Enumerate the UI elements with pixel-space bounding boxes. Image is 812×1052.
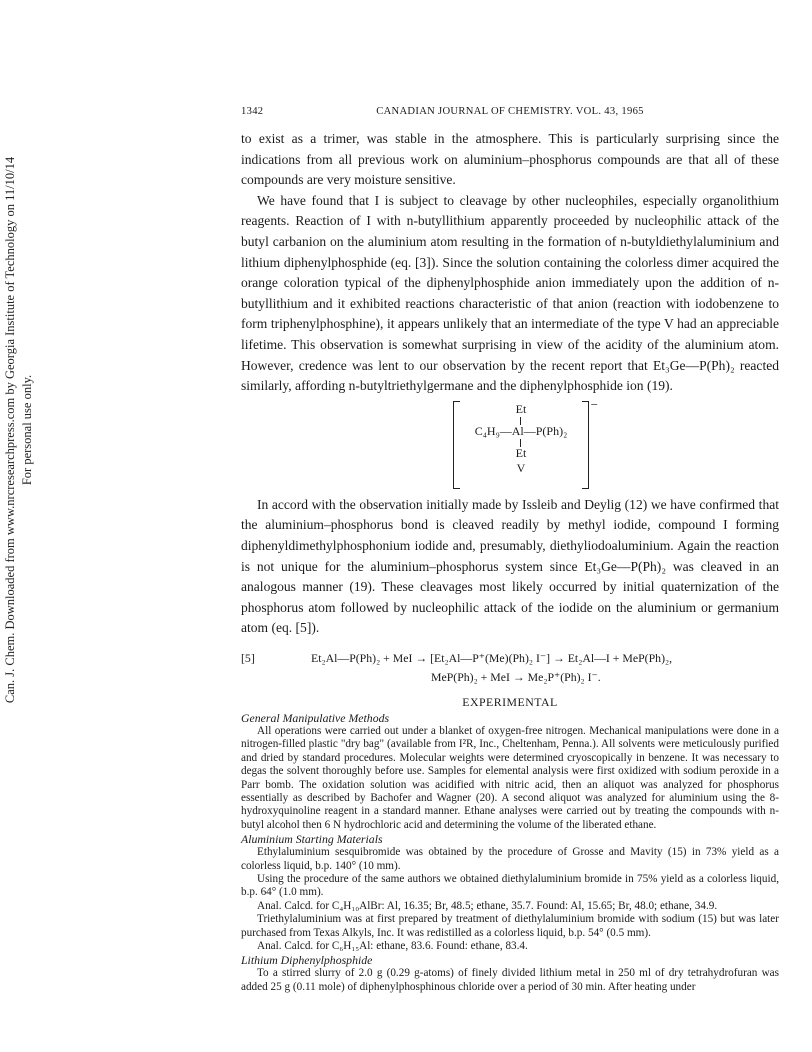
subheading-aluminium: Aluminium Starting Materials: [241, 832, 383, 847]
equation-line-1: Et₂Al—P(Ph)₂ + MeI → [Et₂Al—P⁺(Me)(Ph)₂ I⁻] → Et₂Al—I + MeP(Ph)₂,: [311, 650, 673, 665]
page-number: 1342: [241, 106, 264, 117]
section-heading: EXPERIMENTAL: [462, 694, 558, 709]
watermark-line-2: For personal use only.: [20, 374, 34, 486]
structure-bottom-group: Et: [515, 445, 527, 460]
structure-label: V: [516, 460, 526, 475]
watermark-line-1: Can. J. Chem. Downloaded from www.nrcresearchpress.com by Georgia Institute of Technology on 11/10/14: [3, 156, 17, 704]
paragraph-1: to exist as a trimer, was stable in the atmosphere. This is particularly surprising since the indications from all previous work on aluminium–phosphorus compounds are that all of these compounds are very moisture sensitive.: [241, 131, 779, 188]
paragraph-2: We have found that I is subject to cleavage by other nucleophiles, especially organolithium reagents. Reaction of I with n-butyllithium apparently proceeded by nucleophilic attack of the butyl carbanion on the aluminium atom resulting in the formation of n-butyldiethylaluminium and lithium diphenylphosphide (eq. [3]). Since the solution containing the colorless dimer acquired the orange coloration typical of the diphenylphosphide anion immediately upon the addition of n-butyllithium and it exhibited reactions characteristic of that anion (reaction with iodobenzene to form triphenylphosphine), it appears unlikely that an intermediate of the type V had an appreciable lifetime. This observation is somewhat surprising in view of the acidity of the aluminium atom. However, credence was lent to our observation by the recent report that Et₃Ge—P(Ph)₂ reacted similarly, affording n-butyltriethylgermane and the diphenylphosphide ion (19).: [241, 192, 779, 394]
aluminium-para-4: Triethylaluminium was at first prepared by treatment of diethylaluminium bromide with sodium (15) but was later purchased from Texas Alkyls, Inc. It was redistilled as a colorless liquid, b.p. 54° (0.5 mm).: [241, 913, 779, 939]
running-header: [241, 106, 779, 122]
structure-top-group: Et: [515, 401, 527, 416]
equation-number: [5]: [241, 650, 255, 665]
paragraph-3: In accord with the observation initially made by Issleib and Deylig (12) we have confirmed that the aluminium–phosphorus bond is cleaved readily by methyl iodide, compound I forming diphenyldimethylphosphonium iodide and, presumably, diethyliodoaluminium. Again the reaction is not unique for the aluminium–phosphorus system since Et₃Ge—P(Ph)₂ was cleaved in an analogous manner (19). These cleavages most likely occurred by initial quaternization of the phosphorus atom followed by nucleophilic attack of the iodide on the aluminium or germanium atom (eq. [5]).: [241, 496, 779, 636]
download-watermark: [2, 150, 38, 710]
structure-charge: −: [590, 396, 598, 412]
aluminium-para-2: Using the procedure of the same authors we obtained diethylaluminium bromide in 75% yield as a colorless liquid, b.p. 64° (1.0 mm).: [241, 872, 779, 899]
lithium-para-1: To a stirred slurry of 2.0 g (0.29 g-atoms) of finely divided lithium metal in 250 ml of dry tetrahydrofuran was added 25 g (0.11 mole) of diphenylphosphinous chloride over a period of 30 min. After heating under: [241, 967, 779, 993]
aluminium-para-3: Anal. Calcd. for C₄H₁₀AlBr: Al, 16.35; Br, 48.5; ethane, 35.7. Found: Al, 15.65; Br, 48.0; ethane, 34.9.: [257, 899, 718, 912]
aluminium-para-5: Anal. Calcd. for C₆H₁₅Al: ethane, 83.6. Found: ethane, 83.4.: [257, 939, 528, 952]
journal-title: CANADIAN JOURNAL OF CHEMISTRY. VOL. 43, 1965: [376, 106, 644, 117]
equation-5: [241, 649, 779, 693]
equation-line-2: MeP(Ph)₂ + MeI → Me₂P⁺(Ph)₂ I⁻.: [431, 669, 601, 684]
structure-middle: C₄H₉—Al—P(Ph)₂: [474, 423, 568, 438]
page-body: [241, 129, 779, 994]
structure-v: [453, 396, 598, 491]
aluminium-para-1: Ethylaluminium sesquibromide was obtained by the procedure of Grosse and Mavity (15) in 73% yield as a colorless liquid, b.p. 140° (10 mm).: [241, 846, 779, 872]
subheading-general: General Manipulative Methods: [241, 710, 390, 725]
general-methods-text: All operations were carried out under a blanket of oxygen-free nitrogen. Mechanical manipulations were done in a nitrogen-filled plastic "dry bag" (available from I²R, Inc., Cheltenham, Penna.). All solvents were meticulously purified and dried by standard procedures. Molecular weights were determined cryoscopically in benzene. It was necessary to degas the solvent thoroughly before use. Samples for elemental analysis were first oxidized with sodium peroxide in a Parr bomb. The oxidation solution was acidified with nitric acid, then an aliquot was analyzed for phosphorus essentially as described by Bachofer and Wagner (20). A second aliquot was analyzed for aluminium using the 8-hydroxyquinoline reagent in a standard manner. Ethane analyses were carried out by treating the compounds with n-butyl alcohol then 6 N hydrochloric acid and determining the volume of the liberated ethane.: [241, 724, 779, 831]
subheading-lithium: Lithium Diphenylphosphide: [241, 953, 373, 968]
